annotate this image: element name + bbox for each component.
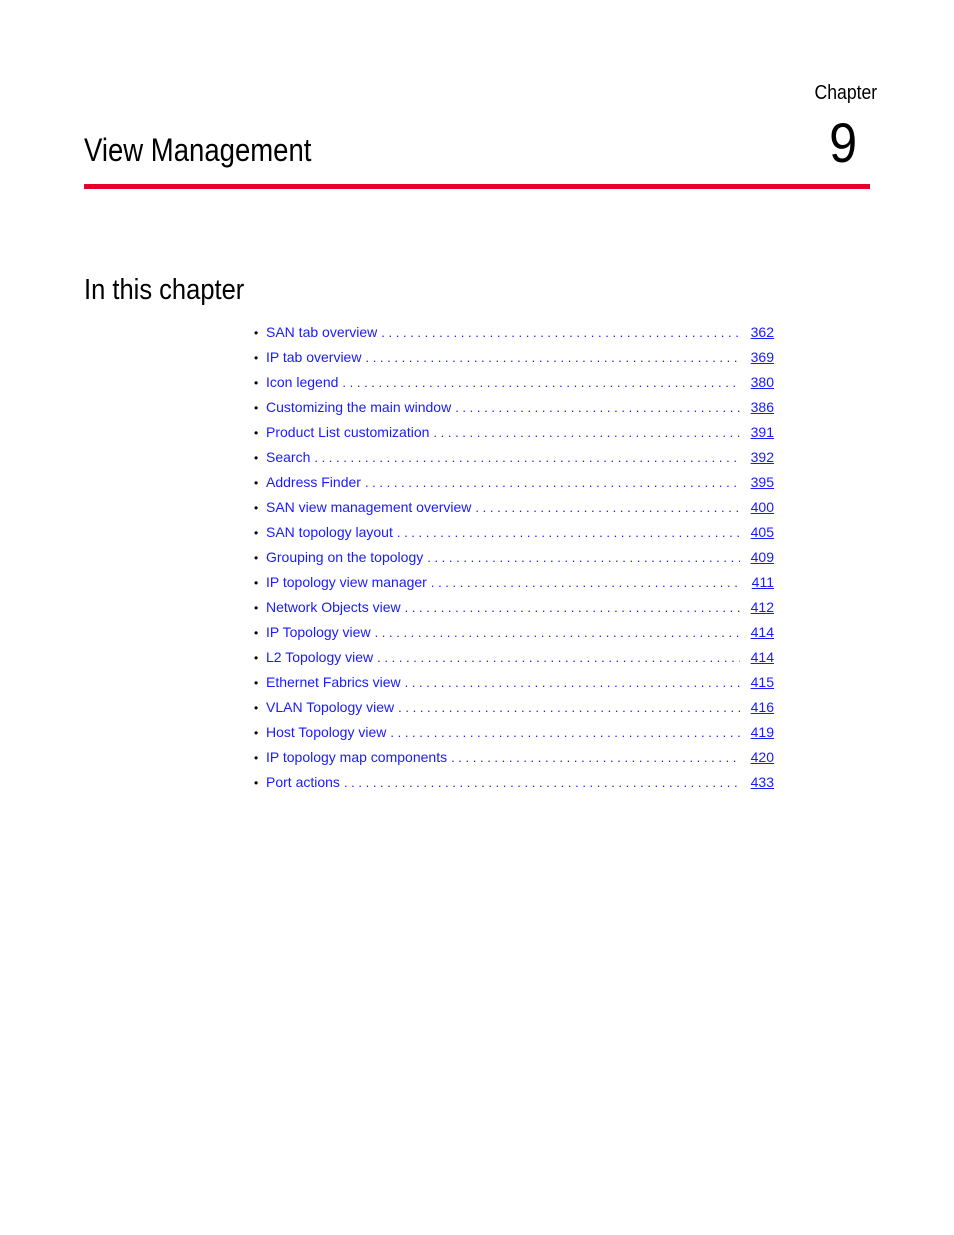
- dot-leader: [451, 745, 740, 770]
- toc-page-number[interactable]: 395: [750, 474, 774, 490]
- bullet-icon: •: [254, 476, 259, 490]
- toc-link-network-objects-view[interactable]: Network Objects view: [266, 595, 405, 620]
- toc-link-vlan-topology-view[interactable]: VLAN Topology view: [266, 695, 398, 720]
- chapter-number: 9: [828, 111, 857, 174]
- toc-link-ip-topology-view[interactable]: IP Topology view: [266, 620, 375, 645]
- toc-link-customizing-main-window[interactable]: Customizing the main window: [266, 395, 455, 420]
- dot-leader: [455, 395, 740, 420]
- dot-leader: [405, 670, 740, 695]
- chapter-toc: [254, 320, 774, 795]
- dot-leader: [433, 420, 740, 445]
- chapter-title: View Management: [84, 132, 312, 168]
- toc-link-l2-topology-view[interactable]: L2 Topology view: [266, 645, 377, 670]
- dot-leader: [397, 520, 740, 545]
- toc-page-number[interactable]: 411: [751, 574, 774, 590]
- toc-page-number[interactable]: 419: [750, 724, 774, 740]
- toc-link-host-topology-view[interactable]: Host Topology view: [266, 720, 390, 745]
- toc-link-ethernet-fabrics-view[interactable]: Ethernet Fabrics view: [266, 670, 405, 695]
- toc-page-number[interactable]: 380: [750, 374, 774, 390]
- toc-item: [254, 545, 774, 570]
- bullet-icon: •: [254, 426, 259, 440]
- dot-leader: [375, 620, 740, 645]
- dot-leader: [314, 445, 740, 470]
- toc-item: [254, 370, 774, 395]
- toc-link-ip-topology-view-manager[interactable]: IP topology view manager: [266, 570, 431, 595]
- bullet-icon: •: [254, 751, 259, 765]
- toc-link-san-tab-overview[interactable]: SAN tab overview: [266, 320, 381, 345]
- toc-item: [254, 495, 774, 520]
- toc-link-address-finder[interactable]: Address Finder: [266, 470, 365, 495]
- toc-page-number[interactable]: 386: [750, 399, 774, 415]
- toc-link-port-actions[interactable]: Port actions: [266, 770, 344, 795]
- toc-page-number[interactable]: 362: [750, 324, 774, 340]
- bullet-icon: •: [254, 626, 259, 640]
- toc-link-search[interactable]: Search: [266, 445, 314, 470]
- bullet-icon: •: [254, 526, 259, 540]
- toc-page-number[interactable]: 392: [750, 449, 774, 465]
- bullet-icon: •: [254, 551, 259, 565]
- bullet-icon: •: [254, 776, 259, 790]
- dot-leader: [475, 495, 740, 520]
- toc-page-number[interactable]: 416: [750, 699, 774, 715]
- toc-item: [254, 320, 774, 345]
- bullet-icon: •: [254, 451, 259, 465]
- toc-link-san-topology-layout[interactable]: SAN topology layout: [266, 520, 397, 545]
- dot-leader: [427, 545, 740, 570]
- toc-item: [254, 595, 774, 620]
- toc-item: [254, 570, 774, 595]
- toc-page-number[interactable]: 405: [750, 524, 774, 540]
- bullet-icon: •: [254, 676, 259, 690]
- toc-item: [254, 620, 774, 645]
- toc-page-number[interactable]: 415: [750, 674, 774, 690]
- bullet-icon: •: [254, 651, 259, 665]
- dot-leader: [342, 370, 740, 395]
- toc-item: [254, 670, 774, 695]
- toc-item: [254, 445, 774, 470]
- bullet-icon: •: [254, 726, 259, 740]
- toc-link-grouping-on-topology[interactable]: Grouping on the topology: [266, 545, 427, 570]
- toc-page-number[interactable]: 412: [750, 599, 774, 615]
- toc-link-ip-tab-overview[interactable]: IP tab overview: [266, 345, 365, 370]
- toc-item: [254, 645, 774, 670]
- dot-leader: [405, 595, 740, 620]
- toc-item: [254, 520, 774, 545]
- bullet-icon: •: [254, 326, 259, 340]
- toc-page-number[interactable]: 433: [750, 774, 774, 790]
- toc-link-ip-topology-map-components[interactable]: IP topology map components: [266, 745, 451, 770]
- toc-item: [254, 420, 774, 445]
- toc-item: [254, 695, 774, 720]
- dot-leader: [344, 770, 740, 795]
- toc-item: [254, 745, 774, 770]
- dot-leader: [431, 570, 740, 595]
- dot-leader: [381, 320, 740, 345]
- toc-page-number[interactable]: 369: [750, 349, 774, 365]
- toc-page-number[interactable]: 414: [750, 649, 774, 665]
- bullet-icon: •: [254, 501, 259, 515]
- toc-link-icon-legend[interactable]: Icon legend: [266, 370, 342, 395]
- toc-page-number[interactable]: 409: [750, 549, 774, 565]
- bullet-icon: •: [254, 601, 259, 615]
- dot-leader: [365, 345, 740, 370]
- dot-leader: [365, 470, 740, 495]
- toc-link-san-view-management-overview[interactable]: SAN view management overview: [266, 495, 475, 520]
- chapter-label: Chapter: [814, 82, 877, 104]
- toc-link-product-list-customization[interactable]: Product List customization: [266, 420, 433, 445]
- toc-item: [254, 720, 774, 745]
- toc-page-number[interactable]: 391: [750, 424, 774, 440]
- section-heading: In this chapter: [84, 274, 245, 306]
- bullet-icon: •: [254, 701, 259, 715]
- toc-page-number[interactable]: 420: [750, 749, 774, 765]
- toc-item: [254, 395, 774, 420]
- toc-page-number[interactable]: 400: [750, 499, 774, 515]
- toc-item: [254, 770, 774, 795]
- toc-item: [254, 345, 774, 370]
- bullet-icon: •: [254, 351, 259, 365]
- dot-leader: [377, 645, 740, 670]
- chapter-title-rule: [84, 184, 870, 189]
- dot-leader: [398, 695, 740, 720]
- toc-item: [254, 470, 774, 495]
- toc-page-number[interactable]: 414: [750, 624, 774, 640]
- bullet-icon: •: [254, 576, 259, 590]
- bullet-icon: •: [254, 401, 259, 415]
- bullet-icon: •: [254, 376, 259, 390]
- dot-leader: [390, 720, 740, 745]
